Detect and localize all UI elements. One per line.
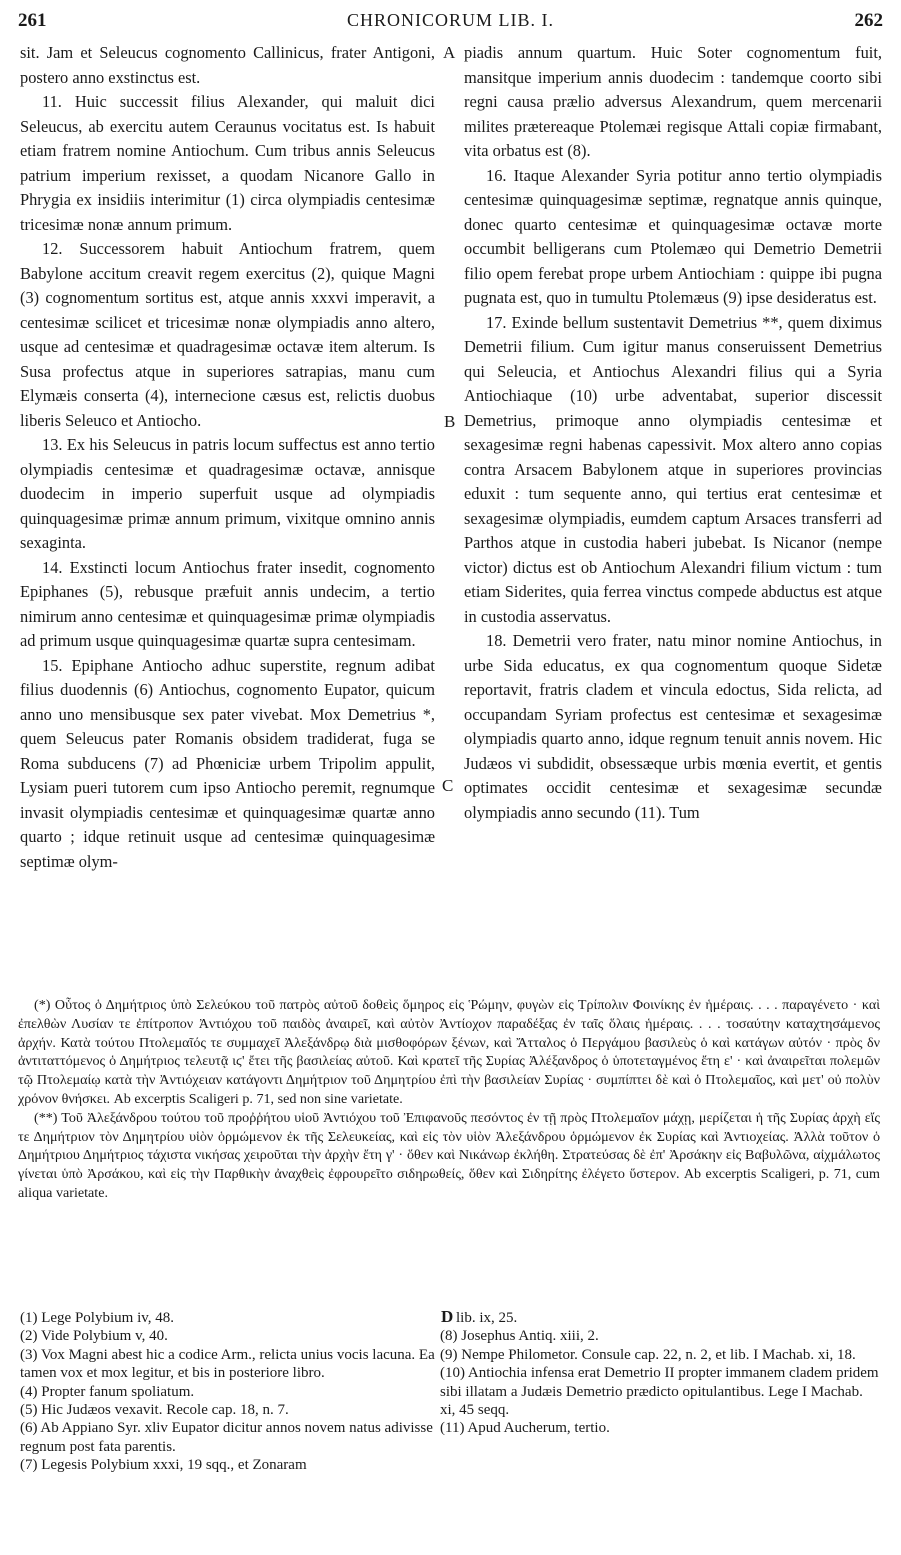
margin-letter-a: A xyxy=(443,43,456,62)
greek-footnote: (**) Τοῦ Ἀλεξάνδρου τούτου τοῦ προῤῥήτου υἱοῦ Ἀντιόχου τοῦ Ἐπιφανοῦς πεσόντος ἐν τῇ πρὸς Πτολεμαῖον μάχῃ, μερίζεται ἡ τῆς Συρίας ἀρχὴ εἴς τε Δημήτριον τὸν Δημητρίου υἱὸν ὁρμώμενον ἐκ τῆς Σελευκείας, καὶ εἰς τὸν υἱὸν Ἀλεξάνδρου ὁρμώμενον ἐκ Συρίας καὶ Ἀντιοχείας. Ἀλλὰ τοῦτον ὁ Δημήτριου Δημήτριος τάχιστα νικήσας χειροῦται τὴν ἀρχὴν ἔτη γ' · ὅθεν καὶ Νικάνωρ ἐκλήθη. Στρατεύσας δὲ ἐπ' Ἀρσάκην εἰς Βαβυλῶνα, αἰχμάλωτος γίνεται ὑπὸ Ἀρσάκου, καὶ εἰς τὴν Παρθικὴν ἀναχθεὶς ἐφρουρεῖτο σιδηρωθείς, ὅθεν καὶ Σιδηρίτης ἐλέγετο ὕστερον. Ab excerptis Scaligeri, p. 71, cum aliqua varietate. xyxy=(18,1109,880,1201)
paragraph: piadis annum quartum. Huic Soter cognomentum fuit, mansitque imperium annis duodecim : tandemque coorto sibi regni causa prælio adversus Alexandrum, quem mercenarii milites prætereaque Ptolemæi regisque Attali copiæ firmabant, vita orbatus est (8). xyxy=(464,43,882,160)
page-header xyxy=(18,10,883,38)
margin-letter-b: B xyxy=(444,412,456,431)
paragraph: 12. Successorem habuit Antiochum fratrem, quem Babylone accitum creavit regem exercitus (2), quique Magni (3) cognomentum sortitus est, atque annis xxxvi imperavit, a centesimæ scilicet et tricesimæ nonæ olympiadis anno altero, usque ad centesimæ et quadragesimæ octavæ item alterum. Is Susa profectus atque in superiores satrapias, manu cum Elymæis conserta (4), internecione cæsus est, relictis duobus liberis Seleuco et Antiocho. xyxy=(20,239,435,430)
note: (11) Apud Aucherum, tertio. xyxy=(440,1420,610,1437)
note: (9) Nempe Philometor. Consule cap. 22, n. 2, et lib. I Machab. xi, 18. xyxy=(440,1346,856,1363)
paragraph: 13. Ex his Seleucus in patris locum suffectus est anno tertio olympiadis centesimæ et quadragesimæ octavæ, annisque duodecim in imperio superfuit usque ad olympiadis quinquagesimæ primæ annum primum, vixitque omnino annis sexaginta. xyxy=(20,435,435,552)
note: (5) Hic Judæos vexavit. Recole cap. 18, n. 7. xyxy=(20,1402,289,1419)
running-title: CHRONICORUM LIB. I. xyxy=(346,10,554,30)
notes-left xyxy=(20,1309,435,1475)
margin-letter-c: C xyxy=(442,776,454,795)
paragraph: 18. Demetrii vero frater, natu minor nomine Antiochus, in urbe Sida educatus, ex qua cognomentum quoque Sidetæ reportavit, fratris cladem et vincula edoctus, Sida relicta, ad occupandam Syriam profectus est centesimæ et sexagesimæ olympiadis quarto anno, idque regnum tenuit annis novem. Hic Judæos vi subdidit, obsessæque urbis mœnia evertit, et gentis optimates occidit centesimæ et sexagesimæ secundæ olympiadis anno secundo (11). Tum xyxy=(464,631,882,822)
note: (1) Lege Polybium iv, 48. xyxy=(20,1310,175,1326)
paragraph: 14. Exstincti locum Antiochus frater insedit, cognomento Epiphanes (5), rebusque præfuit annis undecim, a tertio nimirum anno centesimæ et quinquagesimæ primæ olympiadis ad primum usque quinquagesimæ quartæ supra centesimam. xyxy=(20,557,435,650)
note: (4) Propter fanum spoliatum. xyxy=(20,1383,195,1400)
paragraph: sit. Jam et Seleucus cognomento Callinicus, frater Antigoni, postero anno exstinctus est. xyxy=(20,43,435,87)
margin-letter-d: D xyxy=(441,1307,454,1326)
paragraph: 17. Exinde bellum sustentavit Demetrius **, quem diximus Demetrii filium. Cum igitur manus conseruissent Demetrius qui Seleucia, et Antiochus Alexandri filius qui a Syria Antiochiaque (10) urbe adventabat, superior discessit Demetrius, primoque anno olympiadis centesimæ et sexagesimæ regni habenas capessivit. Mox altero anno copias contra Arsacem Babylonem atque in superiores provincias eduxit : tum sequente anno, qui tertius erat centesimæ et sexagesimæ olympiadis, eumdem captum Arsaces transferri ad Parthos atque in custodia haberi jubebat. Is Nicanor (nempe victor) dictus est ob Antiochum Alexandri filium victum : tum etiam Siderites, quia ferrea vinctus compede abductus est atque in custodia asservatus. xyxy=(464,312,882,626)
note: (7) Legesis Polybium xxxi, 19 sqq., et Zonaram xyxy=(20,1457,307,1474)
greek-footnotes xyxy=(18,996,880,1203)
paragraph: 11. Huic successit filius Alexander, qui maluit dici Seleucus, ab exercitu autem Ceraunus vocitatus est. Is habuit etiam fratrem nomine Antiochum. Cum tribus annis Seleucus patrium imperium rexisset, a quodam Nicanore Gallo in Phrygia ex insidiis interimitur (1) circa olympiadis centesimæ tricesimæ nonæ annum primum. xyxy=(20,92,435,234)
note: (3) Vox Magni abest hic a codice Arm., relicta unius vocis lacuna. Ea tamen vox et mox legitur, et bis in posteriore libro. xyxy=(20,1346,435,1382)
note: (6) Ab Appiano Syr. xliv Eupator dicitur annos novem natus adivisse regnum post fata parentis. xyxy=(20,1420,433,1455)
page-number-left: 261 xyxy=(18,10,47,31)
greek-footnote: (*) Οὗτος ὁ Δημήτριος ὑπὸ Σελεύκου τοῦ πατρὸς αὐτοῦ δοθεὶς ὅμηρος εἰς Ῥώμην, φυγὼν εἰς Τρίπολιν Φοινίκης ἐν ἡμέραις. . . . παραγένετο · καὶ ἐπελθὼν Λυσίαν τε ἐπίτροπον Ἀντιόχου τοῦ παιδὸς ἀναιρεῖ, καὶ αὐτὸν Ἀντίοχον παραδέξας ἐν ταῖς ὅλαις ἡμέραις. . . . τοσαύτην καταχτησάμενος ἀρχήν. Κατὰ τούτου Πτολεμαῖός τε συμμαχεῖ Ἀλεξάνδρῳ διὰ μισθοφόρων ξένων, καὶ Ἄτταλος ὁ Περγάμου βασιλεὺς ὁ καὶ κατάγων αὐτόν · πρὸς δν ἀντιταττόμενος ὁ Δημήτριος τελευτᾷ ιϛ' ἔτει τῆς βασιλείας αὐτοῦ. Καὶ κρατεῖ τῆς Συρίας Ἀλέξανδρος ὁ ὑποτεταγμένος ἔτη ε' · καὶ ἀναιρεῖται πολεμῶν τῷ Πτολεμαίῳ κατὰ τὴν Ἀντιόχειαν κατάγοντι Δημήτριον τοῦ Δημητρίου ἐπὶ τὴν βασιλείαν Συρίας · συμπίπτει δὲ καὶ ὁ Πτολεμαῖος, καὶ μετ' οὐ πολὺν χρόνον θνήσκει. Ab excerptis Scaligeri p. 71, sed non sine varietate. xyxy=(18,997,880,1107)
note: (8) Josephus Antiq. xiii, 2. xyxy=(440,1328,599,1345)
note: lib. ix, 25. xyxy=(456,1310,518,1326)
page-number-right: 262 xyxy=(854,10,883,31)
paragraph: 16. Itaque Alexander Syria potitur anno tertio olympiadis centesimæ quinquagesimæ septimæ, regnatque annis quinque, donec quarto centesimæ et quinquagesimæ octavæ morte occumbit belligerans cum Ptolemæo qui Demetrio Demetrii filio opem ferebat prope urbem Antiochiam : quippe ibi pugna pugnata est, quo in tumultu Ptolemæus (9) ipse desideratus est. xyxy=(464,165,882,307)
note: (10) Antiochia infensa erat Demetrio II propter immanem cladem pridem sibi illatam a Judæis Demetrio prædicto opitulantibus. Lege I Machab. xi, 45 seqq. xyxy=(440,1365,879,1419)
right-column xyxy=(464,41,882,825)
paragraph: 15. Epiphane Antiocho adhuc superstite, regnum adibat filius duodennis (6) Antiochus, cognomento Eupator, quicum anno uno mensibusque sex pater vivebat. Mox Demetrius *, quem Seleucus pater Romanis obsidem tradiderat, fuga se Roma subducens (7) ad Phœniciæ urbem Tripolim appulit, Lysiam pueri tutorem cum ipso Antiocho peremit, regnumque invasit olympiadis centesimæ et quinquagesimæ quartæ anno quarto ; idque retinuit usque ad centesimæ quinquagesimæ septimæ olym- xyxy=(20,655,435,871)
note: (2) Vide Polybium v, 40. xyxy=(20,1328,168,1345)
left-column xyxy=(20,41,435,874)
notes-right xyxy=(440,1309,880,1438)
